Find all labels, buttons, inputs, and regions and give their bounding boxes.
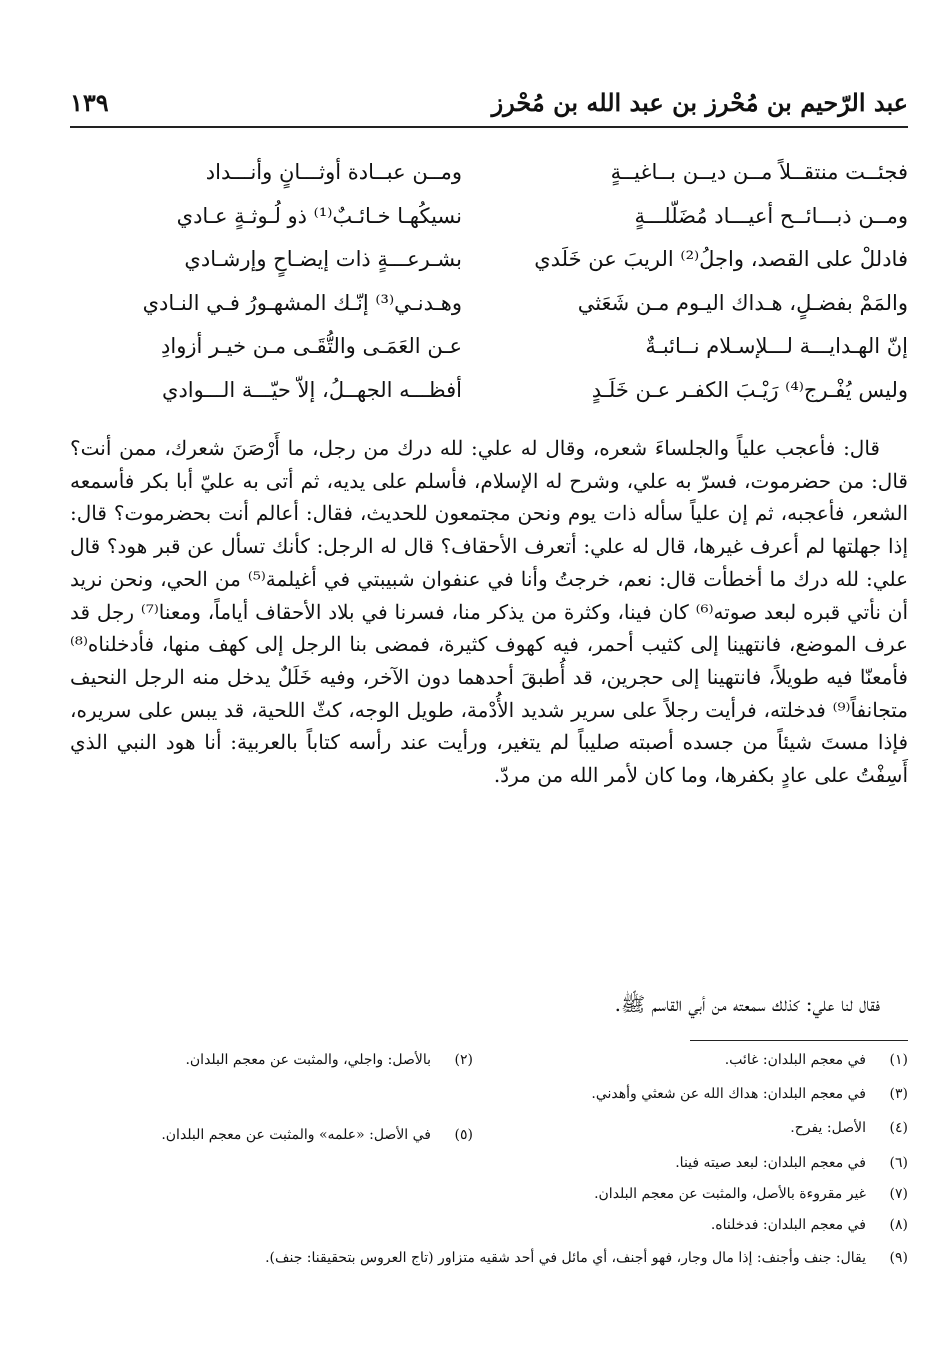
footnote-mark: (١) [889, 1052, 908, 1068]
footnote-5 [161, 1127, 473, 1143]
footnote-6 [675, 1155, 908, 1171]
footnote-text: في الأصل: «علمه» والمثبت عن معجم البلدان. [161, 1127, 431, 1143]
poem-verse [70, 160, 908, 204]
footnote-text: الأصل: يفرح. [790, 1120, 866, 1136]
footnote-text: بالأصل: واجلي، والمثبت عن معجم البلدان. [185, 1052, 431, 1068]
footnote-4 [790, 1120, 908, 1136]
footnote-mark: (٥) [454, 1127, 473, 1143]
first-hemistich: فادللْ على القصد، واجلُ⁽²⁾ الريبَ عن خَلَدي [534, 247, 908, 272]
footnote-text: يقال: جنف وأجنف: إذا مال وجار، فهو أجنف، أي مائل في أحد شقيه متزاور (تاج العروس بتحقيقنا: جنف). [265, 1250, 866, 1266]
second-hemistich: ومــن عبــادة أوثـــانٍ وأنـــداد [205, 160, 462, 184]
footnote-3 [591, 1086, 908, 1102]
poem-verse [70, 291, 908, 335]
page-header [70, 82, 908, 128]
second-hemistich: بشـرعـــةٍ ذات إيضـاحٍ وإرشـادي [184, 247, 462, 272]
page-number: ١٣٩ [70, 88, 109, 117]
footnote-mark: (٤) [889, 1120, 908, 1136]
first-hemistich: فجئــت منتقــلاً مــن ديــن بــاغيــةٍ [610, 160, 908, 184]
footnote-9 [70, 1244, 908, 1272]
footnote-divider [690, 1040, 908, 1041]
first-hemistich: والمَمْ بفضـلٍ، هـداك اليـوم مـن شَعَثي [577, 290, 908, 315]
footnotes [70, 1052, 908, 1312]
poem-verse [70, 204, 908, 248]
footnote-text: غير مقروءة بالأصل، والمثبت عن معجم البلدان. [594, 1186, 866, 1202]
footnote-7 [594, 1186, 908, 1202]
first-hemistich: ومــن ذبـــائــح أعيـــاد مُضَلّلـــةٍ [634, 203, 908, 228]
second-hemistich: وهـدنـي⁽³⁾ إنّـك المشهـورُ فـي النـادي [142, 290, 462, 315]
footnote-8 [711, 1217, 908, 1233]
second-hemistich: عـن العَمَـى والتُّقَـى مـن خيـر أزوادِ [161, 334, 462, 359]
footnote-text: في معجم البلدان: غائب. [724, 1052, 866, 1068]
poem-verse [70, 247, 908, 291]
footnote-mark: (٦) [889, 1155, 908, 1171]
footnote-text: في معجم البلدان: فدخلناه. [710, 1217, 866, 1233]
footnote-2 [185, 1052, 473, 1068]
running-head: عبد الرّحيم بن مُحْرز بن عبد الله بن مُحْرز [491, 88, 908, 117]
footnote-mark: (٢) [454, 1052, 473, 1068]
closing-line: فقال لنا علي: كذلك سمعته من أبي القاسم ﷺ. [614, 992, 880, 1016]
poem-verse [70, 378, 908, 422]
narrative-text: قال: فأعجب علياً والجلساءَ شعره، وقال له علي: لله درك من رجل، ما أَرْصَنَ شعرك، ممن أنت؟ قال: من حضرموت، فسرّ به علي، وشرح له الإسلام، فأسلم على يديه، ثم أتى به عليّ أبا بكر فأسمعه الشعر، فأعجبه، ثم إن علياً سأله ذات يوم ونحن مجتمعون للحديث، فقال: أعالم أنت بحضرموت؟ قال: إذا جهلتها لم أعرف غيرها، قال له علي: أتعرف الأحقاف؟ قال له الرجل: كأنك تسأل عن قبر هود؟ قال علي: لله درك ما أخطأت قال: نعم، خرجتُ وأنا في عنفوان شبيبتي في أغيلمة⁽⁵⁾ من الحي، ونحن نريد أن نأتي قبره لبعد صوته⁽⁶⁾ كان فينا، وكثرة من يذكر منا، فسرنا في بلاد الأحقاف أياماً، ومعنا⁽⁷⁾ رجل قد عرف الموضع، فانتهينا إلى كثيب أحمر، فيه كهوف كثيرة، فمضى بنا الرجل إلى كهف منها، فأدخلناه⁽⁸⁾ فأمعنّا فيه طويلاً، فانتهينا إلى حجرين، قد أُطبقَ أحدهما دون الآخر، وفيه خَلَلٌ يدخل منه الرجل النحيف متجانفاً⁽⁹⁾ فدخلته، فرأيت رجلاً على سرير شديد الأُدْمة، طويل الوجه، كثّ اللحية، قد يبس على سريره، فإذا مستَ شيئاً من جسده أصبته صليباً لم يتغير، ورأيت عند رأسه كتاباً بالعربية: أنا هود النبي الذي أَسِفْتُ على عادٍ بكفرها، وما كان لأمر الله من مردّ. [70, 436, 909, 788]
footnote-mark: (٧) [889, 1186, 908, 1202]
first-hemistich: إنّ الهـدايـــة لـــلإسـلام نــائبـةٌ [645, 334, 908, 359]
second-hemistich: أفظـــه الجهــلُ، إلاّ حيّـــة الـــوادي [162, 378, 462, 402]
first-hemistich: وليس يُفْـرج⁽⁴⁾ رَيْـبَ الكفـر عـن خَلَـدٍ [591, 378, 908, 402]
second-hemistich: نسيكُهـا خـائـبٌ⁽¹⁾ ذو لُـوثـةٍ عـادي [176, 203, 462, 228]
footnote-mark: (٨) [889, 1217, 908, 1233]
poem-verse [70, 334, 908, 378]
narrative-paragraph [70, 432, 908, 792]
footnote-text: في معجم البلدان: هداك الله عن شعثي وأهدني. [591, 1086, 866, 1102]
poem [70, 160, 908, 422]
footnote-text: في معجم البلدان: لبعد صيته فينا. [675, 1155, 866, 1171]
footnote-mark: (٣) [889, 1086, 908, 1102]
footnote-mark: (٩) [889, 1250, 908, 1266]
footnote-1 [725, 1052, 908, 1068]
